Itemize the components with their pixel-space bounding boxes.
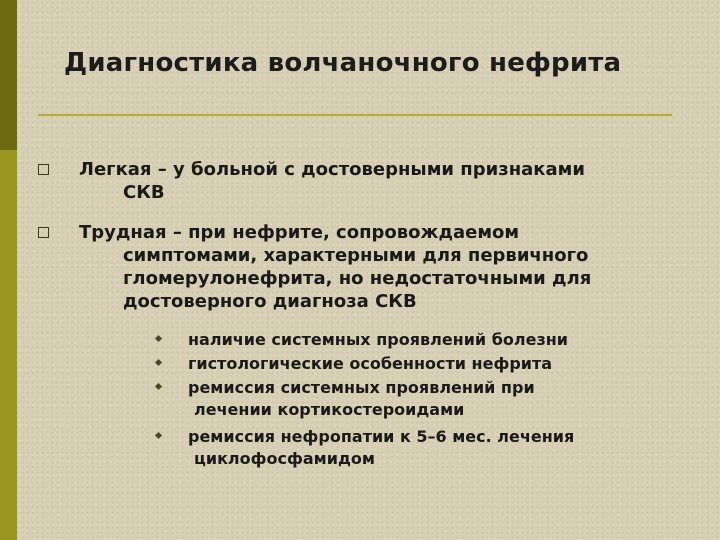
sub-bullet-line: циклофосфамидом [194,449,375,468]
diamond-dot-icon [155,359,162,366]
bullet-line: симптомами, характерными для первичного [123,245,589,266]
sub-bullet-item [188,353,668,375]
bullet-line: достоверного диагноза СКВ [123,291,417,312]
sub-bullet-line: ремиссия системных проявлений при [188,378,535,397]
decorative-side-bar [0,0,17,540]
sub-bullet-item [188,377,668,421]
bullet-line: гломерулонефрита, но недостаточными для [123,268,592,289]
sub-bullet-line: ремиссия нефропатии к 5–6 мес. лечения [188,427,575,446]
bullet-line: Легкая – у больной с достоверными признаками [79,159,585,180]
sub-bullet-line: лечении кортикостероидами [194,400,465,419]
diamond-dot-icon [155,335,162,342]
bullet-line: Трудная – при нефрите, сопровождаемом [79,222,520,243]
sub-bullet-line: гистологические особенности нефрита [188,354,553,373]
sub-bullet-item [188,426,668,470]
diamond-dot-icon [155,432,162,439]
slide-title: Диагностика волчаночного нефрита [64,48,622,78]
diamond-dot-icon [155,383,162,390]
bullet-item-difficult [79,221,679,313]
hollow-square-icon [38,164,49,175]
title-divider [38,114,672,116]
hollow-square-icon [38,227,49,238]
sub-bullet-item [188,329,668,351]
bullet-line: СКВ [123,182,165,203]
sub-bullet-line: наличие системных проявлений болезни [188,330,569,349]
bullet-item-mild [79,158,679,204]
